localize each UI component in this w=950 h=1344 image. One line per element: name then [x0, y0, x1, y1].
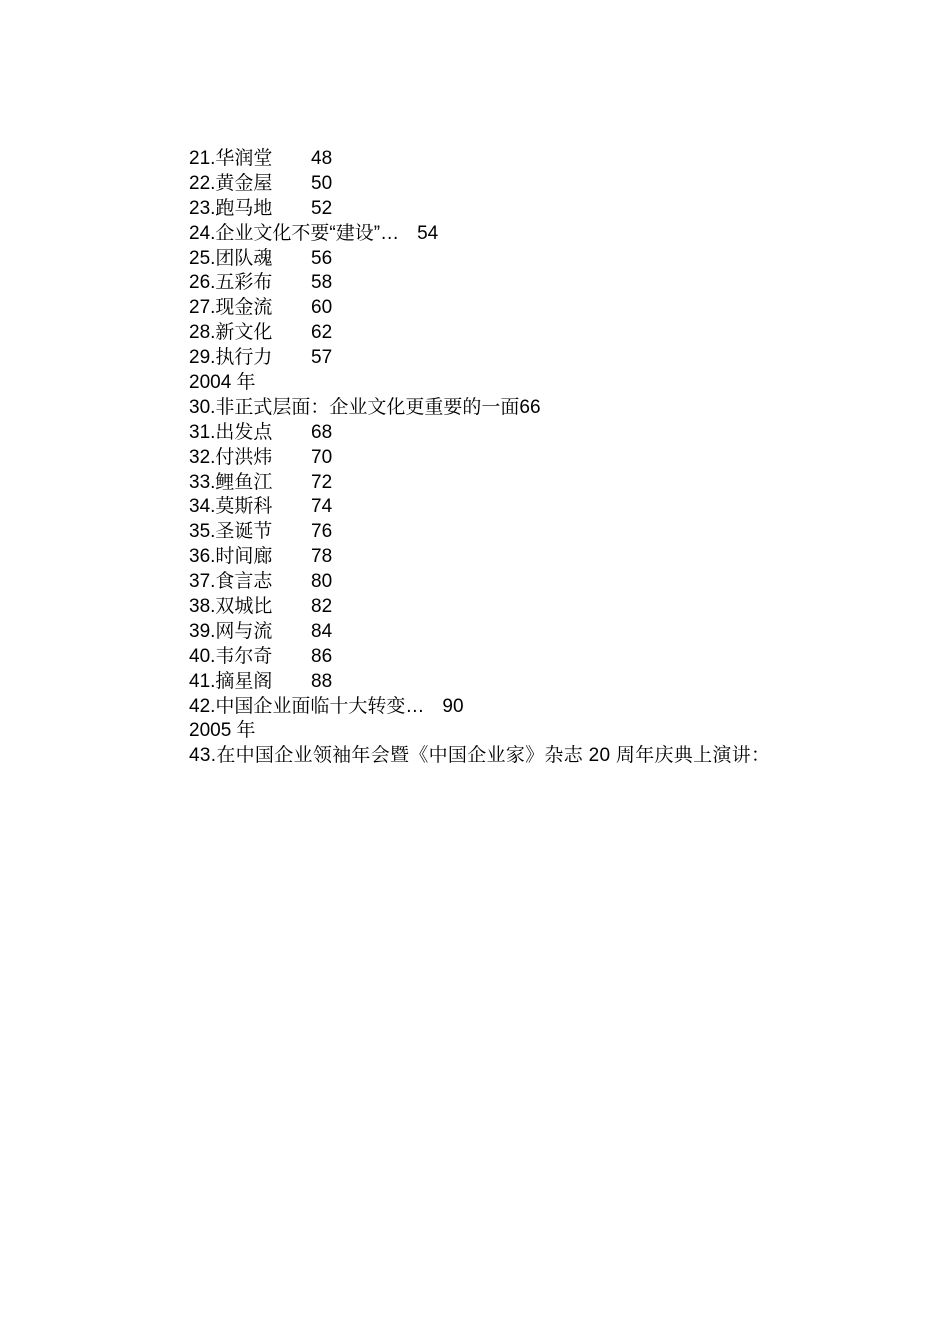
toc-entry-page: 62 — [311, 322, 333, 344]
toc-entry-title: 25.团队魂 — [189, 247, 273, 269]
toc-entry-43: 43.在中国企业领袖年会暨《中国企业家》杂志 20 周年庆典上演讲： — [189, 745, 771, 767]
toc-entry — [145, 595, 815, 620]
toc-entry-title: 35.圣诞节 — [189, 521, 273, 543]
toc-entry-title: 27.现金流 — [189, 297, 273, 319]
toc-entry-page: 86 — [311, 645, 333, 667]
toc-entry-page: 76 — [311, 521, 333, 543]
toc-entry-title: 23.跑马地 — [189, 197, 273, 219]
toc-entry-page: 72 — [311, 471, 333, 493]
toc-entry-page: 54 — [417, 222, 439, 244]
year-heading-2005: 2005 年 — [189, 720, 256, 742]
toc-entry-page: 57 — [311, 347, 333, 369]
toc-entry — [145, 321, 815, 346]
toc-entry — [145, 670, 815, 695]
toc-entry — [145, 271, 815, 296]
toc-entry-title: 30.非正式层面：企业文化更重要的一面 — [189, 396, 520, 418]
toc-entry — [145, 545, 815, 570]
toc-entry-page: 56 — [311, 247, 333, 269]
toc-entry — [145, 471, 815, 496]
toc-entry — [145, 346, 815, 371]
toc-entry — [145, 147, 815, 172]
toc-entry-title: 36.时间廊 — [189, 546, 273, 568]
toc-entry — [145, 446, 815, 471]
toc-entry-page: 84 — [311, 620, 333, 642]
toc-entry-title: 26.五彩布 — [189, 272, 273, 294]
toc-entry — [145, 495, 815, 520]
toc-entry — [145, 247, 815, 272]
toc-entry-title: 29.执行力 — [189, 347, 273, 369]
toc-entry-page: 60 — [311, 297, 333, 319]
toc-entry — [145, 296, 815, 321]
toc-entry-page: 70 — [311, 446, 333, 468]
toc-entry — [145, 172, 815, 197]
toc-entry-page: 78 — [311, 546, 333, 568]
toc-entry-page: 88 — [311, 670, 333, 692]
toc-entry-page: 48 — [311, 148, 333, 169]
toc-entry-title: 24.企业文化不要“建设”… — [189, 222, 400, 244]
toc-entry-title: 28.新文化 — [189, 322, 273, 344]
toc-entry-title: 34.莫斯科 — [189, 496, 273, 518]
year-heading-2004: 2004 年 — [189, 372, 256, 394]
toc-entry-title: 22.黄金屋 — [189, 172, 273, 194]
toc-entry-title: 37.食言志 — [189, 571, 273, 593]
toc-entry-title: 33.鲤鱼江 — [189, 471, 273, 493]
toc-entry-page: 82 — [311, 596, 333, 618]
toc-entry-page: 58 — [311, 272, 333, 294]
table-of-contents — [145, 147, 815, 769]
toc-entry-title: 42.中国企业面临十大转变… — [189, 695, 425, 717]
toc-entry — [145, 396, 815, 421]
toc-entry — [145, 520, 815, 545]
toc-entry-title: 41.摘星阁 — [189, 670, 273, 692]
toc-entry-page: 68 — [311, 421, 333, 443]
toc-entry-page: 80 — [311, 571, 333, 593]
toc-entry — [145, 197, 815, 222]
toc-entry — [145, 695, 815, 720]
toc-entry — [145, 222, 815, 247]
toc-entry — [145, 645, 815, 670]
toc-entry-title: 39.网与流 — [189, 620, 273, 642]
toc-entry-title: 32.付洪炜 — [189, 446, 273, 468]
toc-entry-title: 31.出发点 — [189, 421, 273, 443]
toc-entry — [145, 620, 815, 645]
toc-entry-title: 38.双城比 — [189, 596, 273, 618]
toc-entry-page: 52 — [311, 197, 333, 219]
toc-entry-page: 74 — [311, 496, 333, 518]
toc-entry-page: 90 — [442, 695, 464, 717]
toc-entry-title: 40.韦尔奇 — [189, 645, 273, 667]
toc-entry-page: 66 — [519, 396, 541, 418]
toc-entry — [145, 570, 815, 595]
toc-entry — [145, 421, 815, 446]
toc-entry-page: 50 — [311, 172, 333, 194]
toc-entry-title: 21.华润堂 — [189, 148, 273, 169]
